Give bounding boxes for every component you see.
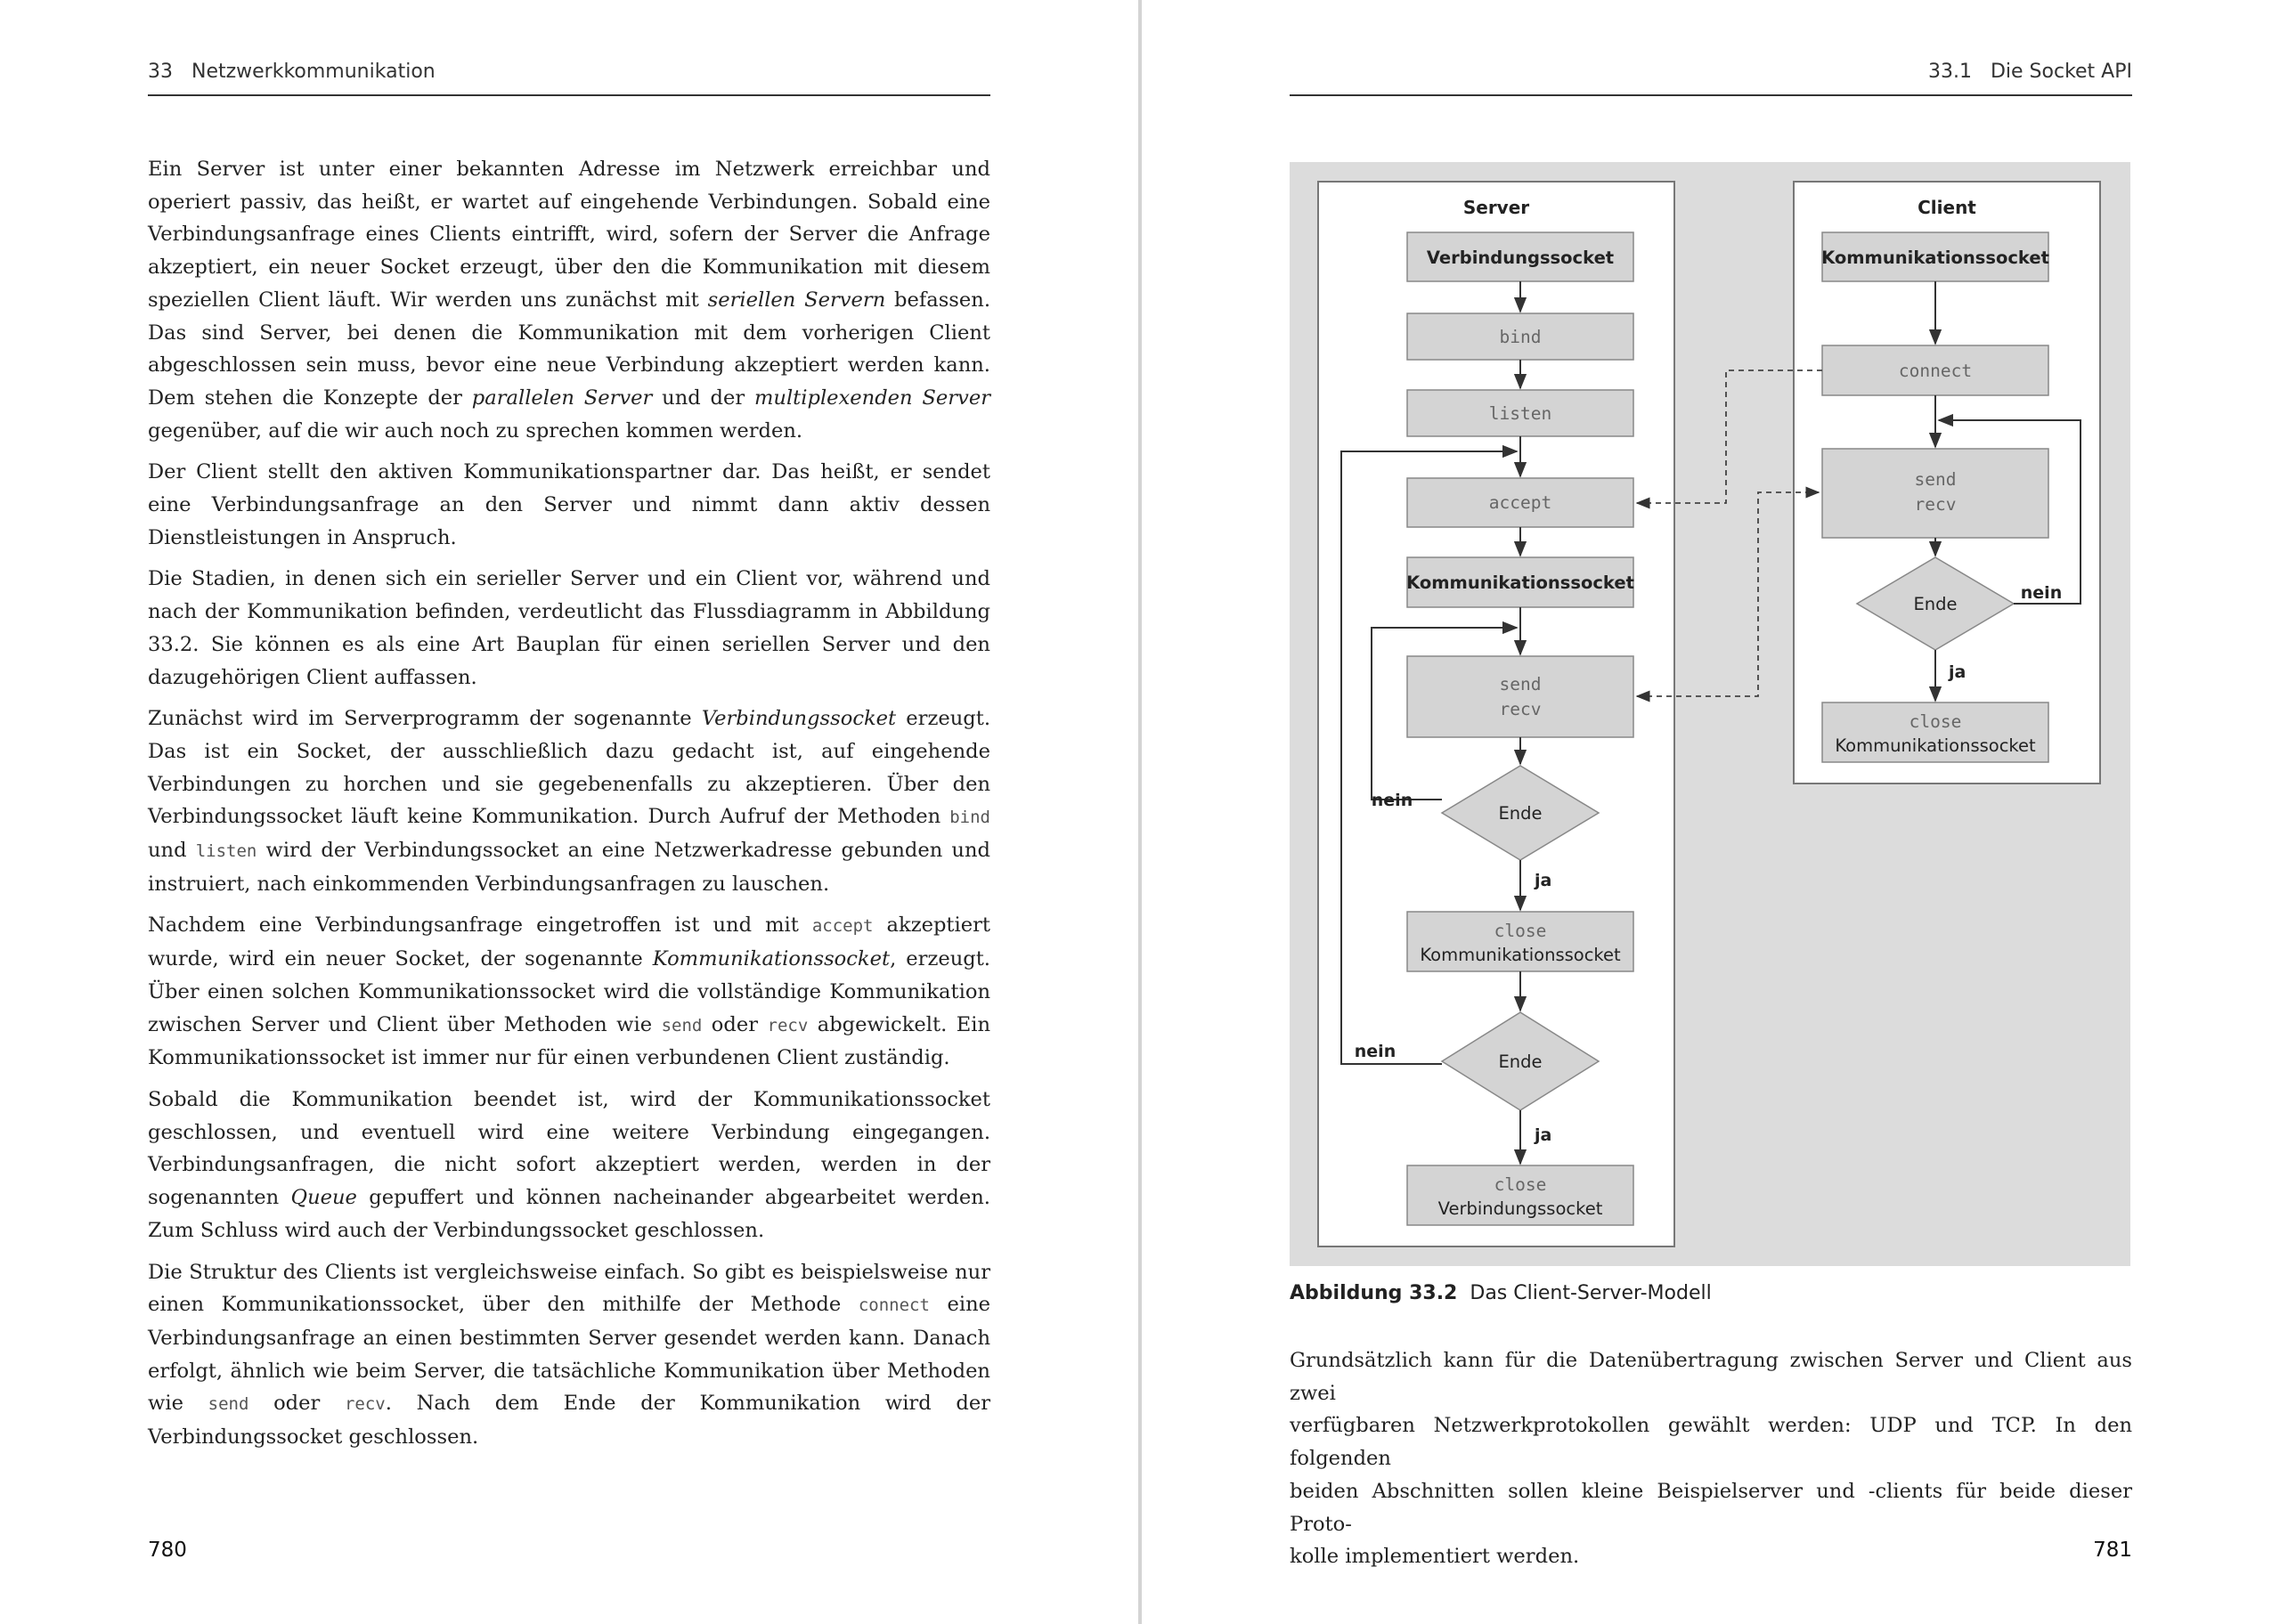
page-number-left: 780 (148, 1539, 187, 1562)
server-title: Server (1462, 197, 1530, 218)
paragraph: Die Stadien, in denen sich ein serieller Server und ein Client vor, während und nach der Kommunikation befinden, verdeutlicht das Flussdiagramm in Abbildung 33.2. Sie können es als eine Art Bauplan für einen seriellen Server und den dazugehörigen Client auffassen. (148, 567, 990, 689)
paragraph: Zunächst wird im Serverprogramm der sogenannte Verbindungssocket erzeugt. Das ist ein Socket, der ausschließlich dazu gedacht ist, auf eingehende Verbindungen zu horchen und sie gegebenenfalls zu akzeptieren. Über den Verbindungssocket läuft keine Kommunikation. Durch Aufruf der Methoden bind und listen wird der Verbindungssocket an eine Netzwerkadresse gebunden und instruiert, nach einkommenden Verbindungsanfragen zu lauschen. (148, 707, 991, 896)
server-ende-label-2: Ende (1498, 1052, 1543, 1072)
body-text-left (148, 153, 990, 1463)
server-accept-label: accept (1488, 492, 1552, 513)
server-nein-label-2: nein (1354, 1042, 1396, 1061)
server-bind-label: bind (1499, 327, 1542, 347)
caption-label: Abbildung 33.2 (1290, 1282, 1458, 1304)
text-line: Grundsätzlich kann für die Datenübertragung zwischen Server und Client aus zwei (1290, 1349, 2132, 1405)
server-verbindungssocket-label: Verbindungssocket (1426, 248, 1615, 268)
client-server-flowchart (1290, 162, 2130, 1266)
paragraph: Die Struktur des Clients ist vergleichsweise einfach. So gibt es beispielsweise nur einen Kommunikationssocket, über den mithilfe der Methode connect eine Verbindungsanfrage an einen bestimmten Server gesendet werden kann. Danach erfolgt, ähnlich wie beim Server, die tatsächliche Kommunikation über Methoden wie send oder recv. Nach dem Ende der Kommunikation wird der Verbindungssocket geschlossen. (148, 1260, 991, 1449)
paragraph: Ein Server ist unter einer bekannten Adresse im Netzwerk erreichbar und operiert passiv, das heißt, er wartet auf eingehende Verbindungen. Sobald eine Verbindungsanfrage eines Clients eintrifft, wird, sofern der Server die Anfrage akzeptiert, ein neuer Socket erzeugt, über den die Kommunikation mit diesem speziellen Client läuft. Wir werden uns zunächst mit seriellen Servern befassen. Das sind Server, bei denen die Kommunikation mit dem vorherigen Client abgeschlossen sein muss, bevor eine neue Verbindung akzeptiert werden kann. Dem stehen die Konzepte der parallelen Server und der multiplexenden Server gegenüber, auf die wir auch noch zu sprechen kommen werden. (148, 158, 990, 443)
client-ja-label: ja (1949, 662, 1966, 682)
running-header-right (1928, 61, 2132, 83)
text-line: kolle implementiert werden. (1290, 1545, 1580, 1569)
server-close-label-1: close (1494, 921, 1547, 941)
paragraph: Nachdem eine Verbindungsanfrage eingetroffen ist und mit accept akzeptiert wurde, wird ein neuer Socket, der sogenannte Kommunikationssocket, erzeugt. Über einen solchen Kommunikationssocket wird die vollständige Kommunikation zwischen Server und Client über Methoden wie send oder recv abgewickelt. Ein Kommunikationssocket ist immer nur für einen verbundenen Client zuständig. (148, 914, 990, 1070)
caption-text: Das Client-Server-Modell (1470, 1282, 1712, 1304)
text-line: beiden Abschnitten sollen kleine Beispielserver und -clients für beide dieser Proto- (1290, 1479, 2132, 1536)
server-ende-label-1: Ende (1498, 803, 1543, 824)
server-close-socket-label-2: Verbindungssocket (1437, 1198, 1603, 1219)
client-recv-label: recv (1914, 494, 1957, 515)
paragraph: Sobald die Kommunikation beendet ist, wird der Kommunikationssocket geschlossen, und eventuell wird eine weitere Verbindung eingegangen. Verbindungsanfragen, die nicht sofort akzeptiert werden, werden in der sogenannten Queue gepuffert und können nacheinander abgearbeitet werden. Zum Schluss wird auch der Verbindungssocket geschlossen. (148, 1087, 990, 1242)
server-listen-label: listen (1488, 403, 1552, 424)
client-kommunikationssocket-label: Kommunikationssocket (1821, 248, 2049, 268)
server-nein-label-1: nein (1371, 791, 1413, 810)
figure-caption (1290, 1282, 1712, 1304)
client-send-label: send (1914, 469, 1957, 490)
server-ja-label-1: ja (1535, 871, 1552, 890)
server-send-recv-box (1407, 656, 1633, 737)
section-title: Die Socket API (1990, 61, 2132, 83)
server-kommunikationssocket-label: Kommunikationssocket (1406, 572, 1634, 593)
body-text-right (1290, 1344, 2132, 1573)
client-close-socket-label: Kommunikationssocket (1835, 735, 2036, 756)
header-rule (148, 94, 990, 96)
server-close-socket-label-1: Kommunikationssocket (1420, 945, 1621, 965)
chapter-number: 33 (148, 61, 173, 83)
client-ende-label: Ende (1913, 594, 1958, 614)
server-close-label-2: close (1494, 1174, 1547, 1195)
server-send-label: send (1499, 674, 1542, 694)
client-close-label: close (1909, 711, 1962, 732)
text-line: verfügbaren Netzwerkprotokollen gewählt werden: UDP und TCP. In den folgenden (1290, 1414, 2132, 1471)
client-nein-label: nein (2020, 583, 2063, 603)
chapter-title: Netzwerkkommunikation (191, 61, 436, 83)
client-connect-label: connect (1898, 361, 1973, 381)
paragraph: Der Client stellt den aktiven Kommunikationspartner dar. Das heißt, er sendet eine Verbindungsanfrage an den Server und nimmt dann aktiv dessen Dienstleistungen in Anspruch. (148, 460, 990, 549)
running-header-left (148, 61, 436, 83)
section-number: 33.1 (1928, 61, 1972, 83)
page-number-right: 781 (2093, 1539, 2132, 1562)
right-page (1142, 0, 2280, 1624)
left-page (0, 0, 1138, 1624)
client-send-recv-box (1822, 449, 2048, 538)
server-recv-label: recv (1499, 699, 1542, 719)
client-title: Client (1918, 197, 1976, 218)
server-ja-label-2: ja (1535, 1125, 1552, 1145)
header-rule (1290, 94, 2132, 96)
